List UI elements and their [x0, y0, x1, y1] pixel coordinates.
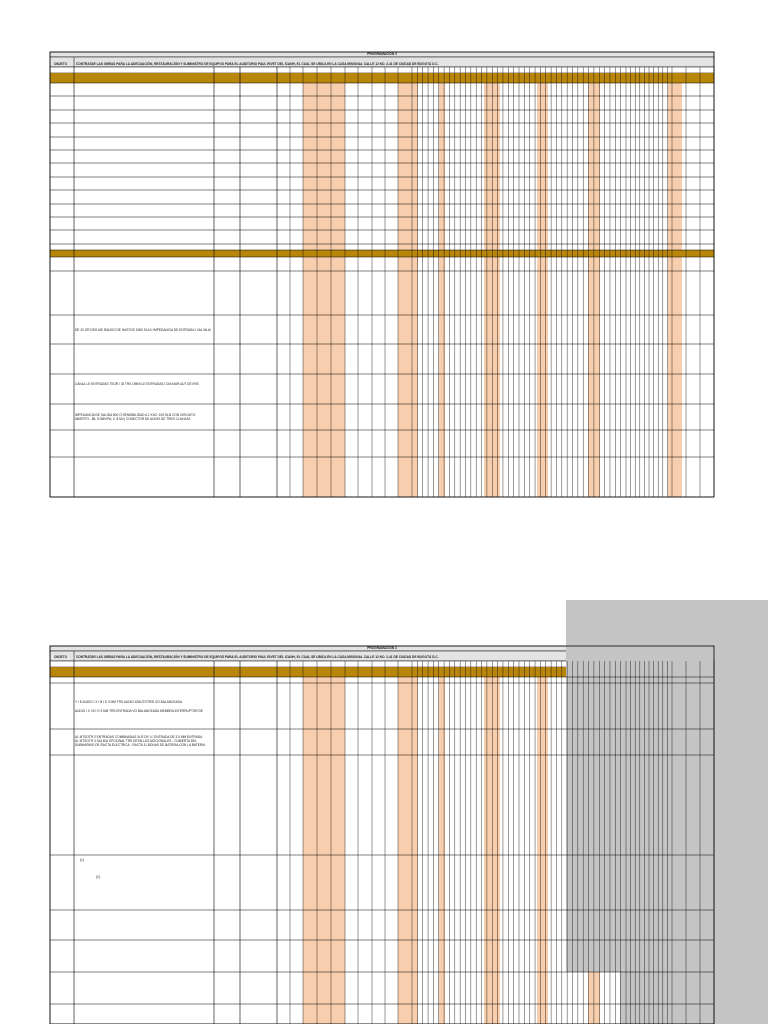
objeto-text: CONTRATAR LAS OBRAS PARA LA ADECUACIÓN, RESTAURACIÓN Y SUMINISTRO DE EQUIPOS PARA EL AUDITORIO PAUL RIVET DEL ICANH, EL CUAL SE UBICA EN LA CASA MISIONAL CALLE 12 NO. 2-41 DE CIUDAD DE BOGOTÁ D.C.	[76, 654, 439, 659]
item-note: (1)	[80, 858, 84, 862]
sheet-title: PROGRAMACION 3	[367, 646, 397, 650]
item-description: SUBMARINO DE RACTA ELECTRICA - RACTA 11 BONAS DE BATERIA CON LA BATERIA	[75, 743, 206, 747]
item-description: ABIERTO: -58, 5 DBV/PA; 0, 8 MV) CONECTOR DE AUDIO DE TRES CLAVIJAS	[75, 417, 191, 421]
item-description: DE 20 OR DEH ASI RANGO DE HASTOS 1960 SLAI I IMPEDANCIA DE ENTRADA I VAL MLAI	[75, 328, 211, 332]
item-description: Y I E AUDIO I X I B I S 3 MM TRS AUDIO ATAUTOTRSI VO BALANCEADA	[75, 700, 183, 704]
item-note: (2)	[96, 875, 100, 879]
item-description: AUDIO I X I B I S 3 MM TRS ENTRADA VO BALANCEADA MEMBRA INTERRUPTOR DE	[75, 709, 203, 713]
item-description: AL MTSOTR 2 ENTRADAS COMBINADAS XLR DE ¼" ENTRADA DE 3.5 MM ENTRADA	[75, 735, 203, 739]
objeto-label: OBJETO	[54, 654, 68, 659]
item-description: CANAL LE ENTRADAS TSOR I ID TRS OMNI LE ENTRADAS I DIA MAR AUT DE IRIS	[75, 382, 199, 386]
sheet-title: PROGRAMACION 3	[367, 52, 397, 56]
item-description: IMPEDANCIA DE SALIDA 500 O SENSIBILIDAD A 1 KHZ: 100 DLB CON CIRCUITO	[75, 413, 196, 417]
objeto-text: CONTRATAR LAS OBRAS PARA LA ADECUACIÓN, RESTAURACIÓN Y SUMINISTRO DE EQUIPOS PARA EL AUDITORIO PAUL RIVET DEL ICANH, EL CUAL SE UBICA EN LA CASA MISIONAL CALLE 12 NO. 2-41 DE CIUDAD DE BOGOTÁ D.C.	[76, 61, 439, 66]
gray-cell	[620, 714, 768, 1024]
item-description: AL MTSOTR 3 SALIDA OPCIONAL TRS DETALLES ADICIONALES - CUBIERTA DEL	[75, 739, 197, 743]
objeto-label: OBJETO	[54, 61, 68, 66]
